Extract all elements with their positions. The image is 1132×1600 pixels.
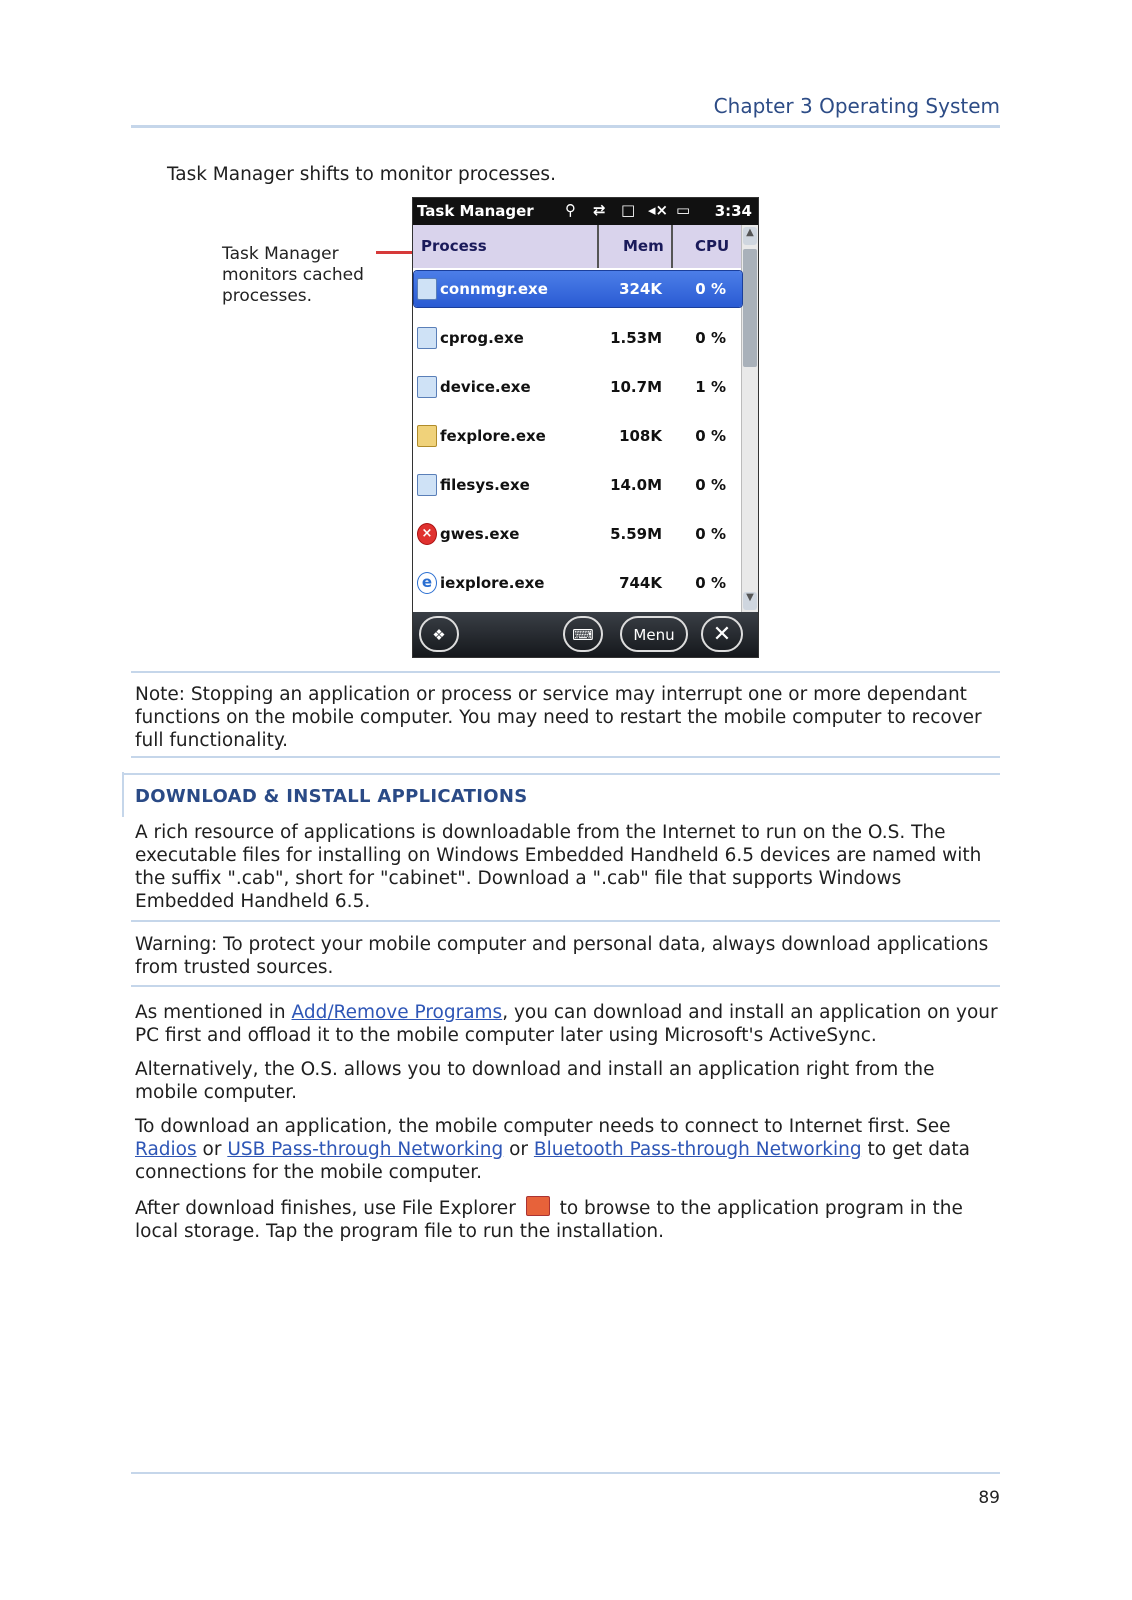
paragraph-activesync [135,1001,1000,1047]
header-divider [131,125,1000,128]
process-name: cprog.exe [440,329,524,347]
add-remove-programs-link[interactable]: Add/Remove Programs [291,1002,503,1023]
column-separator [671,225,673,268]
process-cpu: 0 % [695,574,726,592]
paragraph-cab-files: A rich resource of applications is downloadable from the Internet to run on the O.S. The executable files for installing on Windows Embedded Handheld 6.5 devices are named with the suffix ".cab", short for "cabinet". Download a ".cab" file that supports Windows Embedded Handheld 6.5. [135,822,982,912]
warning-top-divider [131,920,1000,922]
callout-pointer-line [376,251,416,254]
intro-text: Task Manager shifts to monitor processes. [167,164,556,185]
process-row[interactable] [414,271,742,307]
file-explorer-icon [526,1196,550,1216]
column-header [413,225,742,268]
scroll-down-arrow-icon[interactable]: ▼ [743,592,757,610]
battery-icon: ▭ [676,201,691,219]
antenna-icon: ⚲ [565,201,576,219]
file-icon [417,327,437,349]
bluetooth-pass-through-networking-link[interactable]: Bluetooth Pass-through Networking [533,1139,862,1160]
radios-link[interactable]: Radios [135,1139,197,1160]
file-explorer-icon [417,425,437,447]
process-mem: 108K [619,427,662,445]
column-process[interactable]: Process [421,237,487,255]
footer-divider [131,1472,1000,1474]
no-signal-icon: □ [621,201,636,219]
note-bottom-divider [131,756,1000,758]
paragraph-text: or [503,1139,534,1160]
keyboard-icon[interactable]: ⌨ [563,616,603,652]
process-name: connmgr.exe [440,280,548,298]
process-name: fexplore.exe [440,427,546,445]
softkey-bar [413,612,758,657]
section-top-divider [122,773,1000,775]
status-bar-title: Task Manager [417,202,534,220]
column-separator [597,225,599,268]
page-number: 89 [978,1488,1000,1508]
process-name: gwes.exe [440,525,520,543]
chapter-title: Chapter 3 Operating System [713,94,1000,118]
process-cpu: 0 % [695,427,726,445]
paragraph-text: or [196,1139,228,1160]
paragraph-connect-internet [135,1115,1000,1184]
column-mem[interactable]: Mem [623,237,664,255]
process-name: filesys.exe [440,476,530,494]
error-icon: × [417,523,437,545]
process-cpu: 0 % [695,329,726,347]
process-row[interactable] [414,516,742,552]
paragraph-direct-download: Alternatively, the O.S. allows you to download and install an application right from the mobile computer. [135,1059,935,1103]
process-mem: 10.7M [610,378,662,396]
status-bar-time: 3:34 [714,202,752,220]
process-cpu: 1 % [695,378,726,396]
section-heading: DOWNLOAD & INSTALL APPLICATIONS [135,786,528,807]
file-icon [417,376,437,398]
note-text: Note: Stopping an application or process or service may interrupt one or more dependant functions on the mobile computer. You may need to restart the mobile computer to recover full functionality. [135,684,982,751]
process-mem: 1.53M [610,329,662,347]
process-row[interactable] [414,369,742,405]
status-bar [413,198,758,225]
paragraph-text: to browse to the application program in the local storage. Tap the program file to run the installation. [135,1198,963,1242]
scrollbar[interactable] [741,225,758,612]
note-top-divider [131,671,1000,673]
process-cpu: 0 % [695,525,726,543]
process-row[interactable] [414,565,742,601]
windows-start-icon[interactable]: ❖ [419,616,459,652]
process-name: iexplore.exe [440,574,545,592]
warning-text: Warning: To protect your mobile computer and personal data, always download applications from trusted sources. [135,934,989,978]
paragraph-text: , you can download and install an application on your PC first and offload it to the mobile computer later using Microsoft's ActiveSync. [135,1002,998,1046]
paragraph-text: As mentioned in [135,1002,292,1023]
paragraph-file-explorer [135,1196,1000,1243]
file-icon [417,474,437,496]
process-mem: 5.59M [610,525,662,543]
internet-explorer-icon: e [417,572,437,594]
process-mem: 324K [619,280,662,298]
process-name: device.exe [440,378,531,396]
paragraph-text: After download finishes, use File Explorer [135,1198,522,1219]
process-cpu: 0 % [695,476,726,494]
column-cpu[interactable]: CPU [695,237,730,255]
volume-mute-icon: ◂× [648,201,669,219]
callout-text: Task Manager monitors cached processes. [222,244,364,306]
paragraph-text: to get data connections for the mobile computer. [135,1139,970,1183]
file-icon [417,278,437,300]
scroll-thumb[interactable] [743,249,757,367]
paragraph-text: To download an application, the mobile computer needs to connect to Internet first. See [135,1116,951,1137]
sync-icon: ⇄ [593,201,606,219]
process-row[interactable] [414,320,742,356]
menu-button[interactable]: Menu [620,616,688,652]
warning-bottom-divider [131,985,1000,987]
process-mem: 744K [619,574,662,592]
process-cpu: 0 % [695,280,726,298]
close-icon[interactable]: ✕ [701,616,743,652]
process-row[interactable] [414,418,742,454]
process-mem: 14.0M [610,476,662,494]
scroll-up-arrow-icon[interactable]: ▲ [743,227,757,245]
task-manager-screenshot [412,197,759,658]
process-row[interactable] [414,467,742,503]
section-left-bar [122,772,124,817]
usb-pass-through-networking-link[interactable]: USB Pass-through Networking [227,1139,504,1160]
